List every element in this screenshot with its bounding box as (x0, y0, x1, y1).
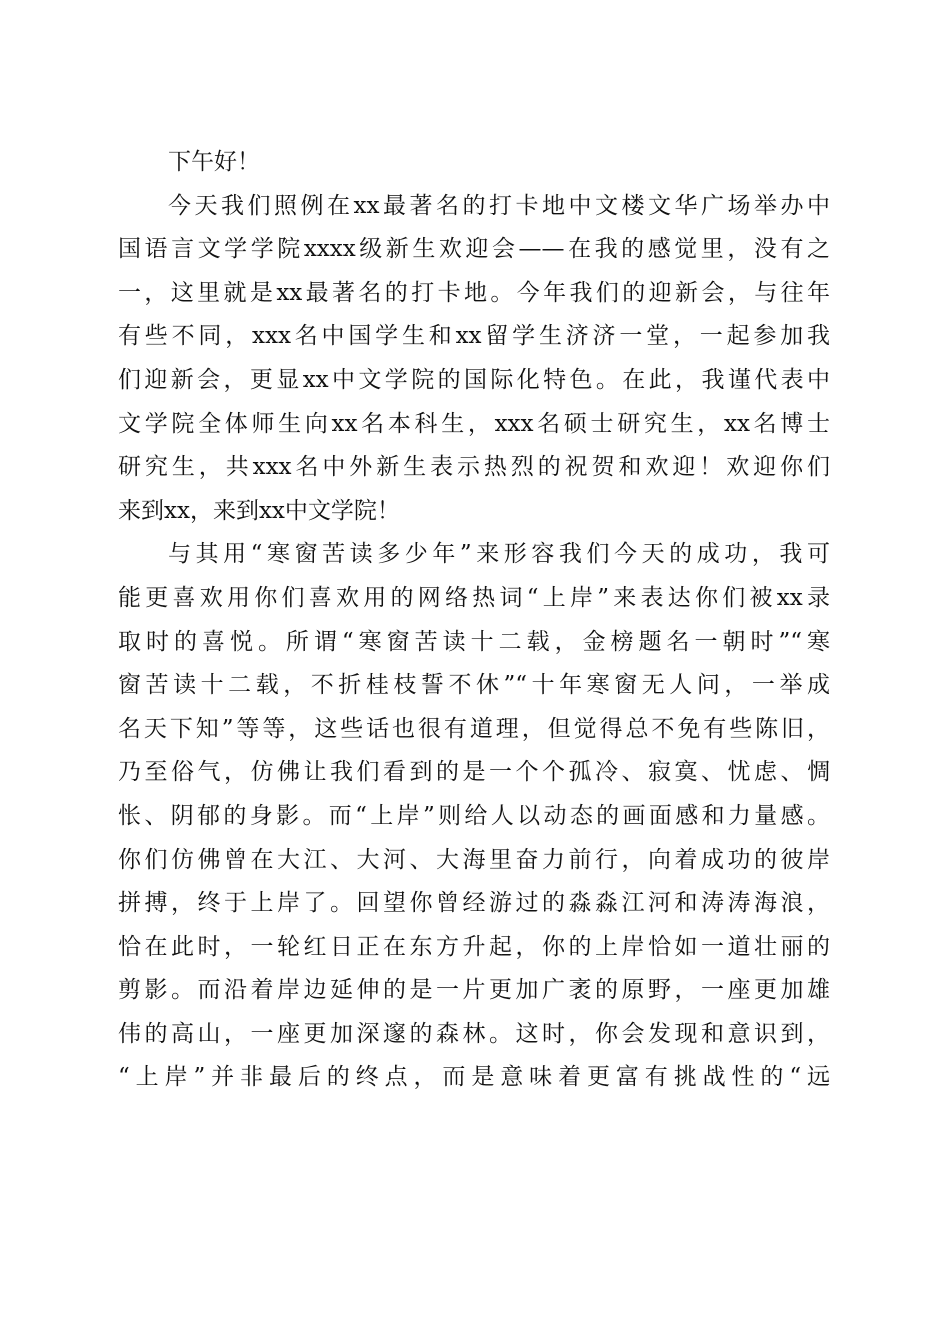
text-line: 有些不同，xxx名中国学生和xx留学生济济一堂，一起参加我 (118, 323, 830, 350)
text-line: 剪影。而沿着岸边延伸的是一片更加广袤的原野，一座更加雄 (118, 977, 830, 1004)
text-line: 今天我们照例在xx最著名的打卡地中文楼文华广场举办中 (168, 192, 830, 219)
text-line: “上岸”并非最后的终点，而是意味着更富有挑战性的“远 (118, 1064, 830, 1091)
text-line: 名天下知”等等，这些话也很有道理，但觉得总不免有些陈旧， (118, 715, 830, 742)
text-line: 窗苦读十二载，不折桂枝誓不休”“十年寒窗无人问，一举成 (118, 672, 830, 699)
text-line: 取时的喜悦。所谓“寒窗苦读十二载，金榜题名一朝时”“寒 (118, 628, 830, 655)
text-line: 来到xx，来到xx中文学院！ (118, 497, 400, 524)
text-line: 能更喜欢用你们喜欢用的网络热词“上岸”来表达你们被xx录 (118, 584, 830, 611)
text-line: 恰在此时，一轮红日正在东方升起，你的上岸恰如一道壮丽的 (118, 933, 830, 960)
text-line: 研究生，共xxx名中外新生表示热烈的祝贺和欢迎！欢迎你们 (118, 454, 830, 481)
text-line: 国语言文学学院xxxx级新生欢迎会——在我的感觉里，没有之 (118, 236, 830, 263)
text-line: 与其用“寒窗苦读多少年”来形容我们今天的成功，我可 (168, 541, 830, 568)
text-line: 乃至俗气，仿佛让我们看到的是一个个孤冷、寂寞、忧虑、惆 (118, 759, 830, 786)
text-line: 下午好！ (168, 149, 260, 175)
text-line: 你们仿佛曾在大江、大河、大海里奋力前行，向着成功的彼岸 (118, 846, 830, 873)
text-line: 文学院全体师生向xx名本科生，xxx名硕士研究生，xx名博士 (118, 410, 830, 437)
speech-body (118, 141, 830, 1100)
text-line: 怅、阴郁的身影。而“上岸”则给人以动态的画面感和力量感。 (118, 802, 830, 829)
text-line: 拼搏，终于上岸了。回望你曾经游过的淼淼江河和涛涛海浪， (118, 890, 830, 917)
text-line: 们迎新会，更显xx中文学院的国际化特色。在此，我谨代表中 (118, 366, 830, 393)
text-line: 一，这里就是xx最著名的打卡地。今年我们的迎新会，与往年 (118, 279, 830, 306)
text-line: 伟的高山，一座更加深邃的森林。这时，你会发现和意识到， (118, 1020, 830, 1047)
